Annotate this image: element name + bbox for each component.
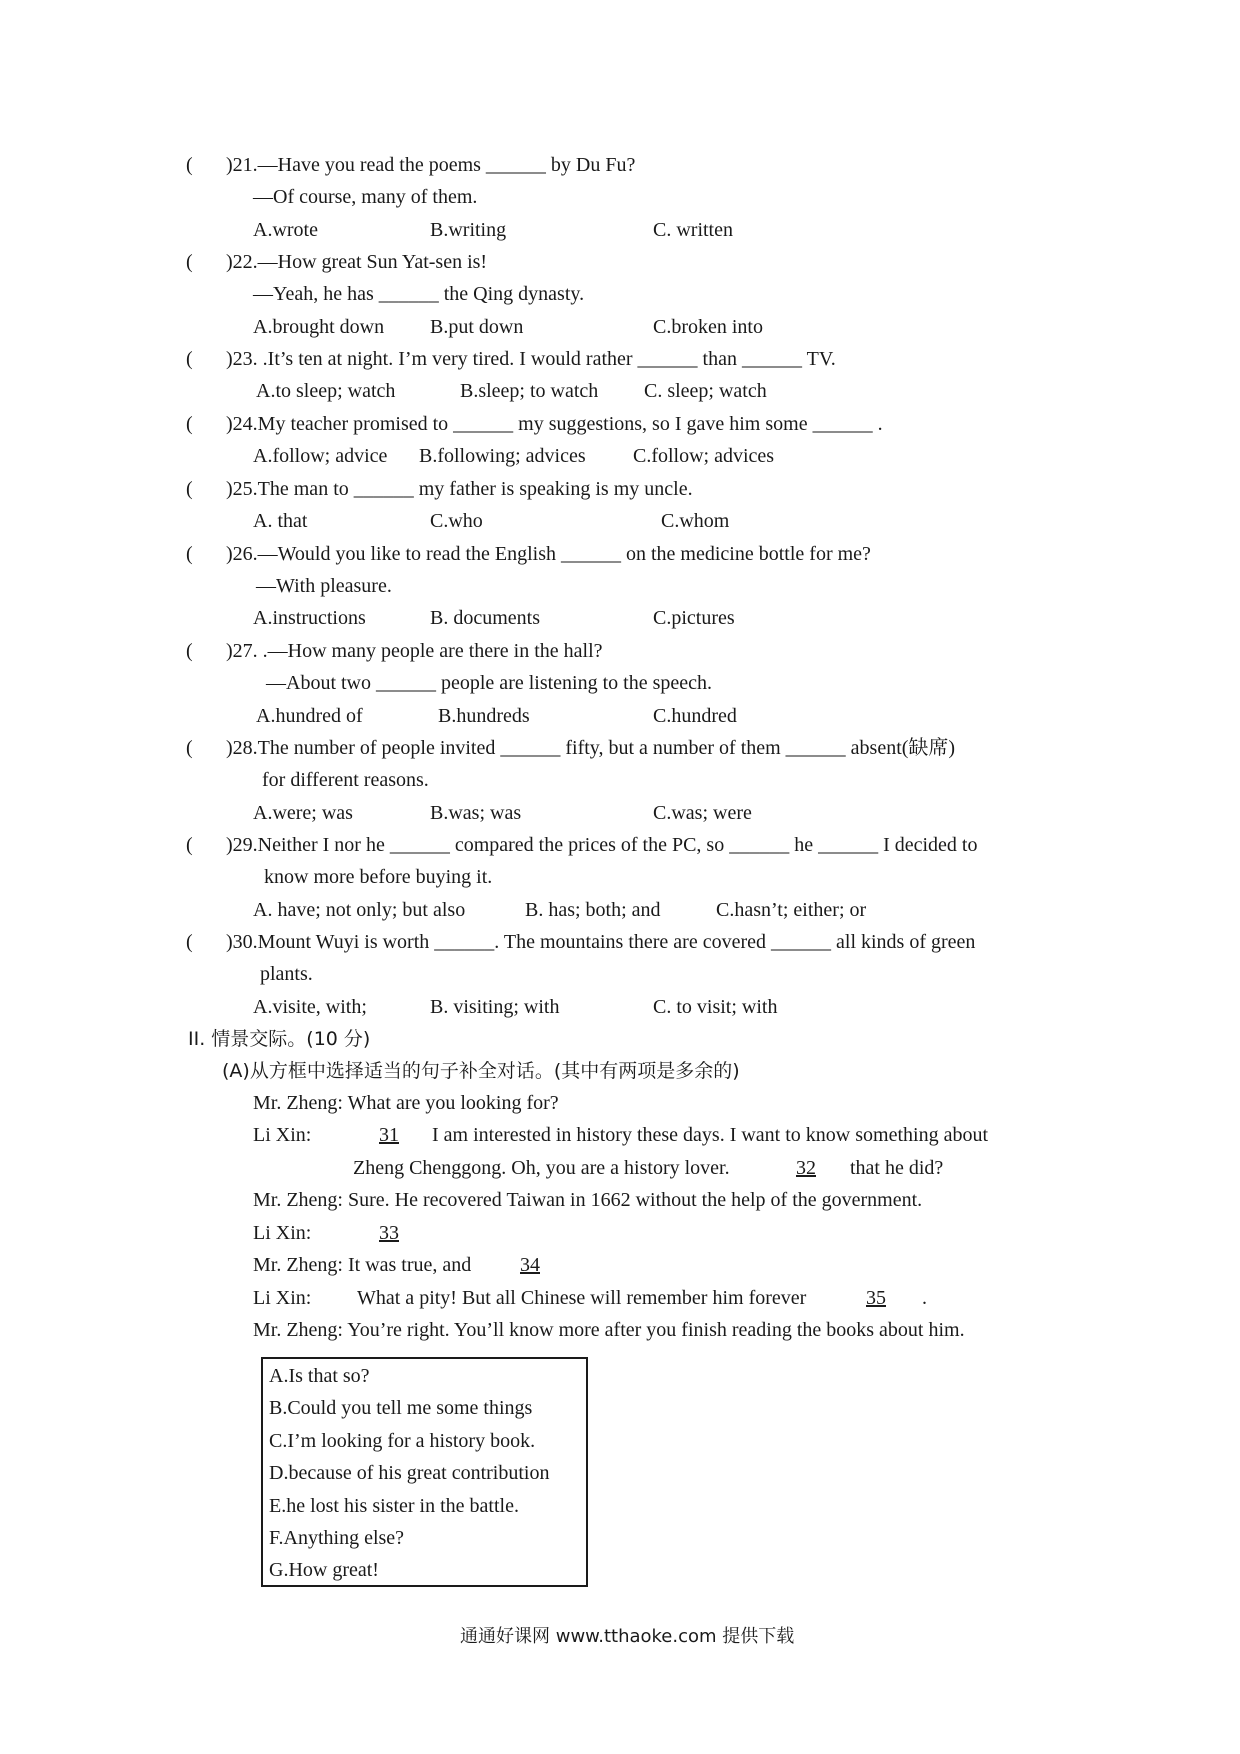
dialogue-line: that he did? <box>850 1157 944 1179</box>
dialogue-line: Zheng Chenggong. Oh, you are a history lover. <box>353 1157 730 1179</box>
dialogue-line: I am interested in history these days. I want to know something about <box>432 1124 989 1146</box>
question-stem: )22.—How great Sun Yat-sen is! <box>226 251 488 273</box>
option-a[interactable]: A.visite, with; <box>253 996 367 1018</box>
option-c[interactable]: C.pictures <box>653 607 735 629</box>
dialogue-line: What a pity! But all Chinese will remember him forever <box>357 1287 807 1309</box>
answer-paren[interactable]: ( <box>186 348 193 370</box>
option-a[interactable]: A.instructions <box>253 607 366 629</box>
dialogue-line: Mr. Zheng: It was true, and <box>253 1254 472 1276</box>
answer-paren[interactable]: ( <box>186 251 193 273</box>
answer-paren[interactable]: ( <box>186 834 193 856</box>
dialogue-line: Mr. Zheng: What are you looking for? <box>253 1092 559 1114</box>
option-c[interactable]: C.broken into <box>653 316 763 338</box>
blank-33[interactable]: 33 <box>379 1222 399 1244</box>
question-reply: —About two ______ people are listening to the speech. <box>266 672 713 694</box>
choice-option[interactable]: A.Is that so? <box>269 1365 370 1387</box>
question-stem: )27. .—How many people are there in the hall? <box>226 640 603 662</box>
dialogue-line: Mr. Zheng: Sure. He recovered Taiwan in 1662 without the help of the government. <box>253 1189 923 1211</box>
blank-31[interactable]: 31 <box>379 1124 399 1146</box>
question-reply: —Yeah, he has ______ the Qing dynasty. <box>253 283 585 305</box>
answer-paren[interactable]: ( <box>186 478 193 500</box>
choice-option[interactable]: G.How great! <box>269 1559 379 1581</box>
option-b[interactable]: B. documents <box>430 607 540 629</box>
question-stem: )30.Mount Wuyi is worth ______. The mountains there are covered ______ all kinds of green <box>226 931 976 953</box>
answer-paren[interactable]: ( <box>186 413 193 435</box>
question-stem: )21.—Have you read the poems ______ by Du Fu? <box>226 154 636 176</box>
question-stem: )23. .It’s ten at night. I’m very tired. I would rather ______ than ______ TV. <box>226 348 836 370</box>
option-b[interactable]: B. visiting; with <box>430 996 560 1018</box>
question-stem: )25.The man to ______ my father is speaking is my uncle. <box>226 478 693 500</box>
option-a[interactable]: A. have; not only; but also <box>253 899 466 921</box>
option-b[interactable]: B.put down <box>430 316 524 338</box>
option-c[interactable]: C. written <box>653 219 733 241</box>
section-heading: II. 情景交际。(10 分) <box>188 1028 371 1050</box>
answer-paren[interactable]: ( <box>186 154 193 176</box>
dialogue-speaker: Li Xin: <box>253 1124 312 1146</box>
choice-option[interactable]: C.I’m looking for a history book. <box>269 1430 536 1452</box>
option-a[interactable]: A.to sleep; watch <box>256 380 396 402</box>
blank-34[interactable]: 34 <box>520 1254 540 1276</box>
choice-option[interactable]: D.because of his great contribution <box>269 1462 550 1484</box>
blank-32[interactable]: 32 <box>796 1157 816 1179</box>
option-a[interactable]: A.hundred of <box>256 705 363 727</box>
option-a[interactable]: A. that <box>253 510 308 532</box>
question-reply: —With pleasure. <box>256 575 392 597</box>
question-reply: for different reasons. <box>262 769 429 791</box>
blank-35[interactable]: 35 <box>866 1287 886 1309</box>
section-instruction: (A)从方框中选择适当的句子补全对话。(其中有两项是多余的) <box>222 1060 740 1082</box>
option-c[interactable]: C.whom <box>661 510 730 532</box>
option-b[interactable]: B.writing <box>430 219 507 241</box>
page-footer: 通通好课网 www.tthaoke.com 提供下载 <box>460 1626 795 1647</box>
dialogue-speaker: Li Xin: <box>253 1222 312 1244</box>
option-a[interactable]: A.wrote <box>253 219 318 241</box>
option-c[interactable]: C.was; were <box>653 802 752 824</box>
option-c[interactable]: C. sleep; watch <box>644 380 767 402</box>
question-reply: —Of course, many of them. <box>253 186 478 208</box>
option-c[interactable]: C. to visit; with <box>653 996 778 1018</box>
answer-paren[interactable]: ( <box>186 543 193 565</box>
dialogue-line: . <box>922 1287 927 1309</box>
dialogue-speaker: Li Xin: <box>253 1287 312 1309</box>
question-stem: )26.—Would you like to read the English ______ on the medicine bottle for me? <box>226 543 871 565</box>
dialogue-line: Mr. Zheng: You’re right. You’ll know more after you finish reading the books about him. <box>253 1319 965 1341</box>
answer-paren[interactable]: ( <box>186 737 193 759</box>
option-b[interactable]: C.who <box>430 510 483 532</box>
option-c[interactable]: C.hasn’t; either; or <box>716 899 867 921</box>
option-b[interactable]: B.following; advices <box>419 445 586 467</box>
choices-box <box>261 1357 588 1587</box>
option-c[interactable]: C.hundred <box>653 705 737 727</box>
choice-option[interactable]: F.Anything else? <box>269 1527 405 1549</box>
option-b[interactable]: B. has; both; and <box>525 899 661 921</box>
option-b[interactable]: B.was; was <box>430 802 522 824</box>
question-stem: )29.Neither I nor he ______ compared the prices of the PC, so ______ he ______ I decided to <box>226 834 978 856</box>
option-a[interactable]: A.were; was <box>253 802 353 824</box>
choice-option[interactable]: B.Could you tell me some things <box>269 1397 533 1419</box>
question-reply: plants. <box>260 963 313 985</box>
option-a[interactable]: A.follow; advice <box>253 445 388 467</box>
option-c[interactable]: C.follow; advices <box>633 445 775 467</box>
answer-paren[interactable]: ( <box>186 640 193 662</box>
option-a[interactable]: A.brought down <box>253 316 385 338</box>
answer-paren[interactable]: ( <box>186 931 193 953</box>
question-reply: know more before buying it. <box>264 866 493 888</box>
option-b[interactable]: B.hundreds <box>438 705 530 727</box>
question-stem: )28.The number of people invited ______ fifty, but a number of them ______ absent(缺席) <box>226 737 956 759</box>
choice-option[interactable]: E.he lost his sister in the battle. <box>269 1495 519 1517</box>
option-b[interactable]: B.sleep; to watch <box>460 380 599 402</box>
question-stem: )24.My teacher promised to ______ my suggestions, so I gave him some ______ . <box>226 413 883 435</box>
